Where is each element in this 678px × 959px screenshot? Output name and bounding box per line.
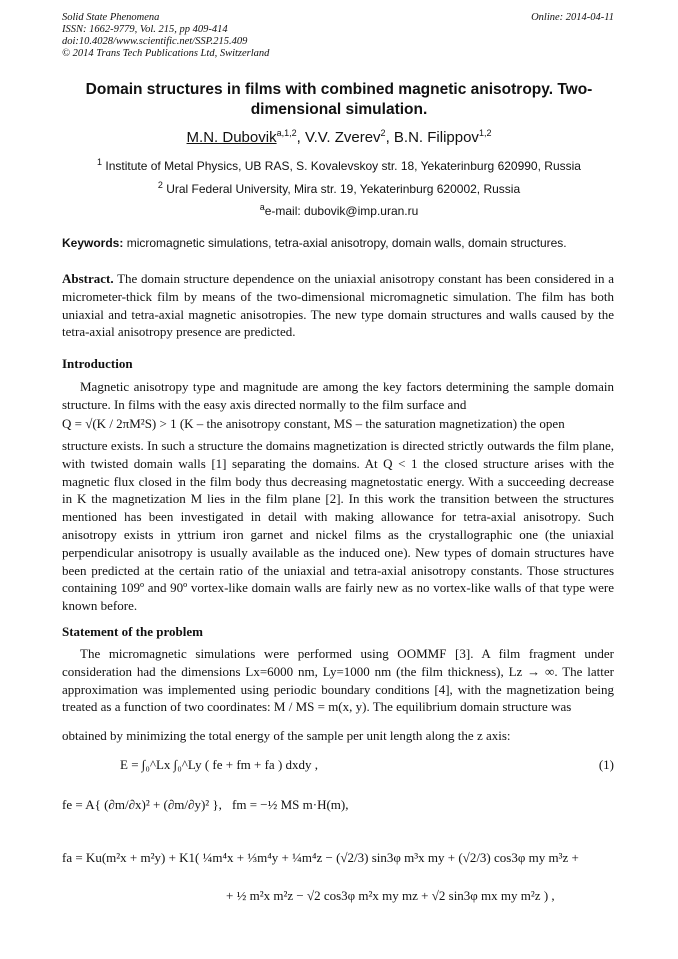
issn: ISSN: 1662-9779, Vol. 215, pp 409-414 <box>62 24 228 35</box>
email <box>62 202 616 218</box>
intro-paragraph-2: structure exists. In such a structure the domains magnetization is directed strictly outwards the film plane, with twisted domain walls [1] separating the domains. At Q < 1 the closed structure arises with the magnetic flux closed in the film body thus decreasing magnetostatic energy. With a succeeding decrease in K the magnetization M lies in the film plane [2]. In this work the transition between the structures mentioned has been investigated in detail with making allowance for tetra-axial anisotropy. Such anisotropy exists in yttrium iron garnet and nickel films as the crystallographic one (the uniaxial perpendicular anisotropy is usually available as the induced one). New types of domain structures have been predicted at the certain ratio of the uniaxial and tetra-axial anisotropy constants. Those structures containing 109º and 90º vortex-like domain walls are fairly new as no vortex-like walls of that type were known before. <box>62 438 614 614</box>
copyright: © 2014 Trans Tech Publications Ltd, Switzerland <box>62 48 270 59</box>
abstract-label: Abstract. <box>62 271 114 286</box>
author-1-sup: a,1,2 <box>276 128 297 138</box>
equation-fa: fa = Ku(m²x + m²y) + K1( ¼m⁴x + ⅓m⁴y + ¼m⁴z − (√2/3) sin3φ m³x my + (√2/3) cos3φ my m³z + <box>62 850 579 865</box>
statement-paragraph-1: The micromagnetic simulations were performed using OOMMF [3]. A film fragment under consideration had the dimensions Lx=6000 nm, Ly=1000 nm (the film thickness), Lz → ∞. The latter approximation was implemented using periodic boundary conditions [4], with the magnetization being treated as a function of two coordinates: M / MS = m(x, y). The equilibrium domain structure was <box>62 646 614 715</box>
equation-fm: fm = −½ MS m·H(m), <box>232 797 349 812</box>
author-1: M.N. Dubovik <box>186 129 277 146</box>
keywords-text: micromagnetic simulations, tetra-axial anisotropy, domain walls, domain structures. <box>123 236 567 250</box>
doi: doi:10.4028/www.scientific.net/SSP.215.409 <box>62 36 248 47</box>
author-3-sup: 1,2 <box>478 128 492 138</box>
email-text: e-mail: dubovik@imp.uran.ru <box>264 204 419 218</box>
paper-title: Domain structures in films with combined magnetic anisotropy. Two-dimensional simulation. <box>85 81 593 118</box>
equation-1-number: (1) <box>598 757 614 772</box>
affiliation-2 <box>62 180 616 196</box>
abstract <box>62 270 614 341</box>
aff2-sup: 2 <box>157 180 163 190</box>
aff2-text: Ural Federal University, Mira str. 19, Yekaterinburg 620002, Russia <box>162 182 521 196</box>
aff1-sup: 1 <box>97 157 103 167</box>
author-3: , B.N. Filippov <box>385 129 479 146</box>
email-sup: a <box>259 202 265 212</box>
aff1-text: Institute of Metal Physics, UB RAS, S. Kovalevskoy str. 18, Yekaterinburg 620990, Russia <box>102 159 581 173</box>
statement-heading: Statement of the problem <box>62 624 203 639</box>
online-date: Online: 2014-04-11 <box>531 12 614 23</box>
journal-name: Solid State Phenomena <box>62 12 160 23</box>
author-2: , V.V. Zverev <box>296 129 381 146</box>
introduction-heading: Introduction <box>62 356 133 371</box>
intro-paragraph-1: Magnetic anisotropy type and magnitude are among the key factors determining the sample domain structure. In films with the easy axis directed normally to the film surface and <box>62 379 614 412</box>
abstract-text: The domain structure dependence on the uniaxial anisotropy constant has been considered in a micrometer-thick film by means of the two-dimensional micromagnetic simulation. The film has both uniaxial and tetra-axial magnetic anisotropies. The new type domain structures and walls caused by the tetra-axial anisotropy presence are predicted. <box>62 271 614 340</box>
statement-paragraph-2: obtained by minimizing the total energy of the sample per unit length along the z axis: <box>62 728 511 743</box>
intro-formula-line: Q = √(K / 2πM²S) > 1 (K – the anisotropy constant, MS – the saturation magnetization) the open <box>62 416 565 431</box>
affiliation-1 <box>62 157 616 173</box>
journal-info <box>62 12 269 60</box>
equation-1: E = ∫₀^Lx ∫₀^Ly ( fe + fm + fa ) dxdy , <box>120 757 319 772</box>
equation-fa-cont: + ½ m²x m²z − √2 cos3φ m²x my mz + √2 sin3φ mx my m²z ) , <box>226 888 555 903</box>
author-2-sup: 2 <box>380 128 386 138</box>
equation-fe: fe = A{ (∂m/∂x)² + (∂m/∂y)² }, <box>62 797 222 812</box>
author-list <box>62 128 616 146</box>
keywords-label: Keywords: <box>62 236 124 250</box>
keywords <box>62 236 622 250</box>
